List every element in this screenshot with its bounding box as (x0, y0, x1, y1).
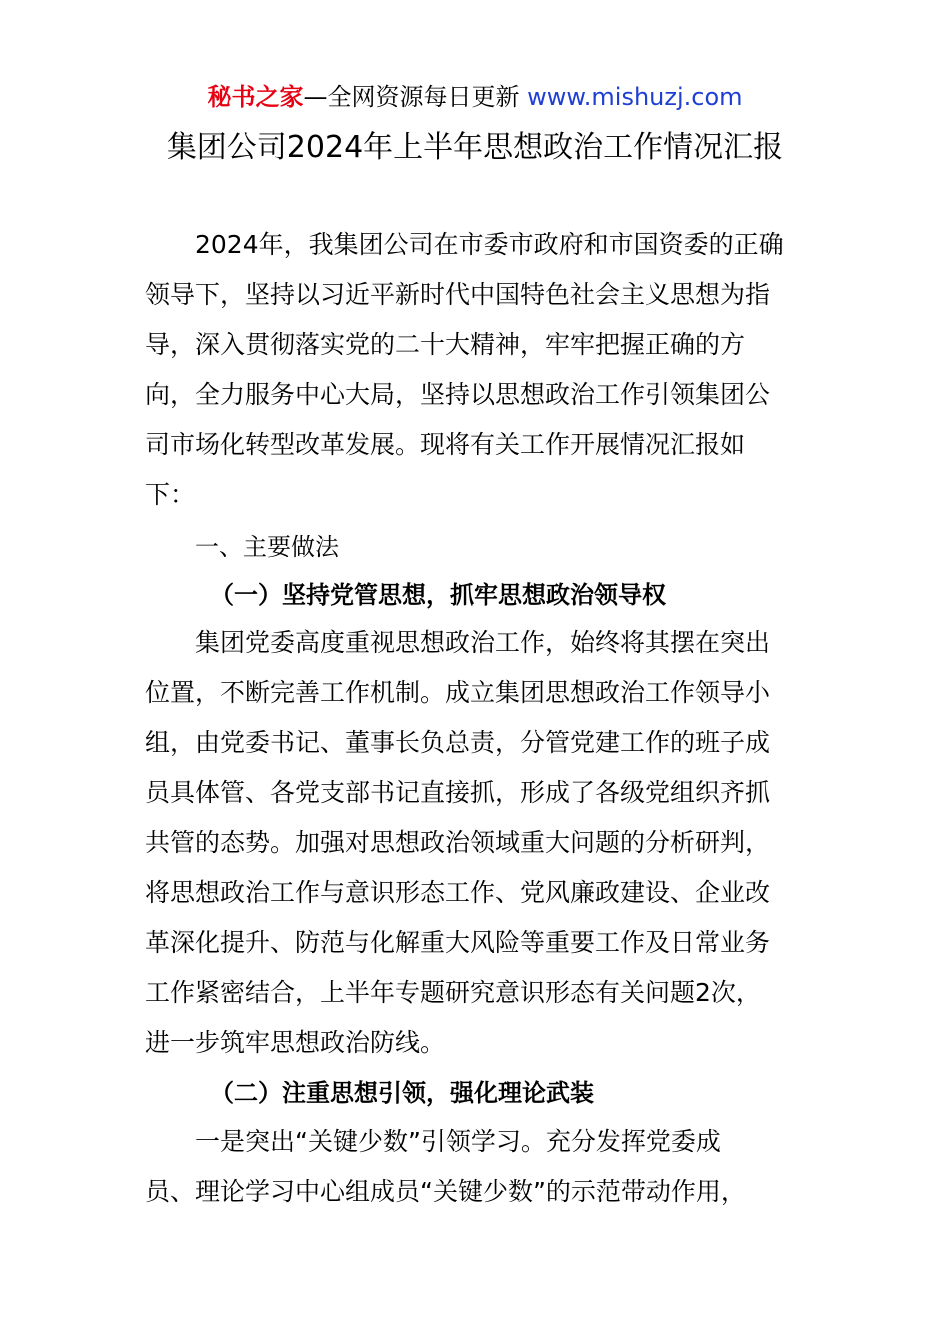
paragraph-line: 进一步筑牢思想政治防线。 (145, 1028, 446, 1057)
paragraph-line: 员、理论学习中心组成员“关键少数”的示范带动作用， (145, 1177, 746, 1206)
paragraph-line: 组，由党委书记、董事长负总责，分管党建工作的班子成 (145, 728, 771, 757)
intro-paragraph (145, 220, 811, 520)
paragraph-line: 下： (145, 480, 196, 509)
section-heading: 一、主要做法 (195, 533, 339, 561)
subsection-2-paragraph (145, 1117, 811, 1217)
header-slogan: —全网资源每日更新 (303, 83, 528, 111)
paragraph-line: 领导下，坚持以习近平新时代中国特色社会主义思想为指 (145, 280, 771, 309)
paragraph-line: 位置，不断完善工作机制。成立集团思想政治工作领导小 (145, 678, 771, 707)
paragraph-line: 司市场化转型改革发展。现将有关工作开展情况汇报如 (145, 430, 746, 459)
subsection-heading-1: （一）坚持党管思想，抓牢思想政治领导权 (210, 581, 666, 609)
subsection-heading-2: （二）注重思想引领，强化理论武装 (210, 1079, 594, 1107)
paragraph-line: 导，深入贯彻落实党的二十大精神，牢牢把握正确的方 (145, 330, 746, 359)
paragraph-line: 工作紧密结合，上半年专题研究意识形态有关问题2次， (145, 978, 761, 1007)
paragraph-line: 集团党委高度重视思想政治工作，始终将其摆在突出 (195, 628, 771, 657)
paragraph-line: 向，全力服务中心大局，坚持以思想政治工作引领集团公 (145, 380, 771, 409)
paragraph-line: 员具体管、各党支部书记直接抓，形成了各级党组织齐抓 (145, 778, 771, 807)
document-title: 集团公司2024年上半年思想政治工作情况汇报 (166, 130, 784, 165)
paragraph-line: 2024年，我集团公司在市委市政府和市国资委的正确 (195, 230, 784, 259)
site-header (0, 80, 950, 114)
paragraph-line: 共管的态势。加强对思想政治领域重大问题的分析研判， (145, 828, 771, 857)
subsection-1-paragraph (145, 618, 811, 1068)
paragraph-line: 一是突出“关键少数”引领学习。充分发挥党委成 (195, 1127, 721, 1156)
paragraph-line: 革深化提升、防范与化解重大风险等重要工作及日常业务 (145, 928, 771, 957)
paragraph-line: 将思想政治工作与意识形态工作、党风廉政建设、企业改 (145, 878, 771, 907)
brand-name: 秘书之家 (207, 83, 304, 111)
site-url-link[interactable]: www.mishuzj.com (527, 83, 743, 111)
